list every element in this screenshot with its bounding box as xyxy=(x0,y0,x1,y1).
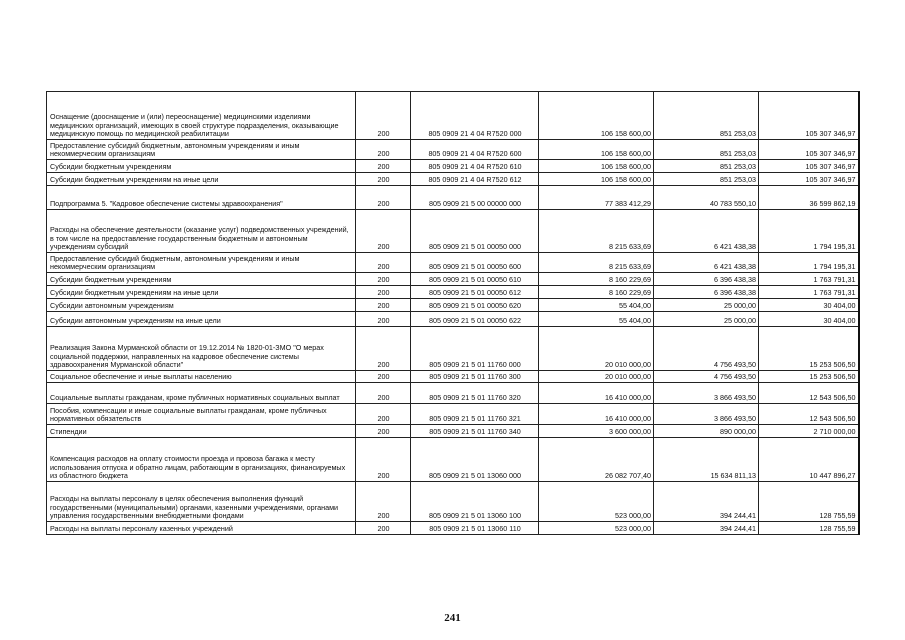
table-row xyxy=(47,425,859,438)
row-name-cell: Субсидии бюджетным учреждениям xyxy=(47,160,356,173)
row-code-cell: 200 xyxy=(356,299,411,312)
row-name-cell: Субсидии бюджетным учреждениям на иные цели xyxy=(47,286,356,299)
row-name-cell: Компенсация расходов на оплату стоимости проезда и провоза багажа к месту использования отпуска и обратно лицам, работающим в организациях, финансируемых из областного бюджета xyxy=(47,438,356,482)
row-unexecuted-amount-cell: 128 755,59 xyxy=(759,522,859,535)
row-approved-amount-cell: 8 215 633,69 xyxy=(539,210,654,253)
row-executed-amount-cell: 6 396 438,38 xyxy=(654,286,759,299)
row-approved-amount-cell: 20 010 000,00 xyxy=(539,327,654,371)
row-unexecuted-amount-cell: 128 755,59 xyxy=(759,482,859,522)
table-row xyxy=(47,438,859,482)
row-code-cell: 200 xyxy=(356,404,411,425)
row-unexecuted-amount-cell: 105 307 346,97 xyxy=(759,140,859,160)
row-kbk-cell: 805 0909 21 5 01 11760 000 xyxy=(411,327,539,371)
budget-execution-table xyxy=(46,91,860,535)
row-approved-amount-cell: 16 410 000,00 xyxy=(539,383,654,404)
table-row xyxy=(47,299,859,312)
row-code-cell: 200 xyxy=(356,482,411,522)
row-approved-amount-cell: 8 160 229,69 xyxy=(539,273,654,286)
table-row xyxy=(47,140,859,160)
row-name-cell: Расходы на выплаты персоналу в целях обеспечения выполнения функций государственными (муниципальными) органами, казенными учреждениями, органами управления государственными внебюджетными фондами xyxy=(47,482,356,522)
row-name-cell: Реализация Закона Мурманской области от 19.12.2014 № 1820-01-ЗМО "О мерах социальной поддержки, направленных на кадровое обеспечение системы здравоохранения Мурманской области" xyxy=(47,327,356,371)
row-approved-amount-cell: 106 158 600,00 xyxy=(539,160,654,173)
row-unexecuted-amount-cell: 105 307 346,97 xyxy=(759,92,859,140)
row-executed-amount-cell: 25 000,00 xyxy=(654,312,759,327)
table-row xyxy=(47,92,859,140)
row-name-cell: Оснащение (дооснащение и (или) переоснащение) медицинскими изделиями медицинских организаций, имеющих в своей структуре подразделения, оказывающие медицинскую помощь по медицинской реабилитации xyxy=(47,92,356,140)
row-kbk-cell: 805 0909 21 5 01 13060 100 xyxy=(411,482,539,522)
row-name-cell: Предоставление субсидий бюджетным, автономным учреждениям и иным некоммерческим организациям xyxy=(47,253,356,273)
row-code-cell: 200 xyxy=(356,160,411,173)
table-row xyxy=(47,186,859,210)
row-executed-amount-cell: 4 756 493,50 xyxy=(654,327,759,371)
row-unexecuted-amount-cell: 30 404,00 xyxy=(759,312,859,327)
row-kbk-cell: 805 0909 21 5 00 00000 000 xyxy=(411,186,539,210)
row-unexecuted-amount-cell: 105 307 346,97 xyxy=(759,173,859,186)
row-name-cell: Социальные выплаты гражданам, кроме публичных нормативных социальных выплат xyxy=(47,383,356,404)
row-code-cell: 200 xyxy=(356,140,411,160)
row-kbk-cell: 805 0909 21 5 01 13060 000 xyxy=(411,438,539,482)
table-body xyxy=(47,92,859,535)
row-executed-amount-cell: 851 253,03 xyxy=(654,140,759,160)
row-name-cell: Подпрограмма 5. "Кадровое обеспечение системы здравоохранения" xyxy=(47,186,356,210)
row-kbk-cell: 805 0909 21 4 04 R7520 600 xyxy=(411,140,539,160)
table-row xyxy=(47,286,859,299)
row-code-cell: 200 xyxy=(356,210,411,253)
row-code-cell: 200 xyxy=(356,273,411,286)
row-kbk-cell: 805 0909 21 5 01 13060 110 xyxy=(411,522,539,535)
row-code-cell: 200 xyxy=(356,327,411,371)
row-unexecuted-amount-cell: 15 253 506,50 xyxy=(759,371,859,383)
row-unexecuted-amount-cell: 15 253 506,50 xyxy=(759,327,859,371)
row-executed-amount-cell: 4 756 493,50 xyxy=(654,371,759,383)
row-kbk-cell: 805 0909 21 5 01 00050 610 xyxy=(411,273,539,286)
row-name-cell: Субсидии автономным учреждениям xyxy=(47,299,356,312)
table-row xyxy=(47,383,859,404)
table-row xyxy=(47,210,859,253)
row-kbk-cell: 805 0909 21 5 01 00050 612 xyxy=(411,286,539,299)
table-row xyxy=(47,173,859,186)
row-approved-amount-cell: 26 082 707,40 xyxy=(539,438,654,482)
row-approved-amount-cell: 20 010 000,00 xyxy=(539,371,654,383)
row-name-cell: Субсидии бюджетным учреждениям xyxy=(47,273,356,286)
table-row xyxy=(47,482,859,522)
row-unexecuted-amount-cell: 1 794 195,31 xyxy=(759,210,859,253)
row-unexecuted-amount-cell: 1 763 791,31 xyxy=(759,273,859,286)
row-approved-amount-cell: 16 410 000,00 xyxy=(539,404,654,425)
row-code-cell: 200 xyxy=(356,186,411,210)
row-kbk-cell: 805 0909 21 5 01 11760 300 xyxy=(411,371,539,383)
row-kbk-cell: 805 0909 21 5 01 00050 622 xyxy=(411,312,539,327)
row-approved-amount-cell: 523 000,00 xyxy=(539,522,654,535)
row-executed-amount-cell: 15 634 811,13 xyxy=(654,438,759,482)
row-name-cell: Предоставление субсидий бюджетным, автономным учреждениям и иным некоммерческим организациям xyxy=(47,140,356,160)
row-code-cell: 200 xyxy=(356,312,411,327)
row-unexecuted-amount-cell: 1 763 791,31 xyxy=(759,286,859,299)
row-executed-amount-cell: 6 396 438,38 xyxy=(654,273,759,286)
row-executed-amount-cell: 851 253,03 xyxy=(654,92,759,140)
row-kbk-cell: 805 0909 21 4 04 R7520 610 xyxy=(411,160,539,173)
row-approved-amount-cell: 55 404,00 xyxy=(539,299,654,312)
table-row xyxy=(47,160,859,173)
row-kbk-cell: 805 0909 21 5 01 11760 340 xyxy=(411,425,539,438)
row-code-cell: 200 xyxy=(356,425,411,438)
row-executed-amount-cell: 40 783 550,10 xyxy=(654,186,759,210)
row-executed-amount-cell: 394 244,41 xyxy=(654,482,759,522)
row-name-cell: Субсидии бюджетным учреждениям на иные цели xyxy=(47,173,356,186)
row-code-cell: 200 xyxy=(356,522,411,535)
row-executed-amount-cell: 3 866 493,50 xyxy=(654,383,759,404)
row-approved-amount-cell: 523 000,00 xyxy=(539,482,654,522)
row-executed-amount-cell: 394 244,41 xyxy=(654,522,759,535)
row-approved-amount-cell: 106 158 600,00 xyxy=(539,140,654,160)
row-code-cell: 200 xyxy=(356,438,411,482)
row-approved-amount-cell: 106 158 600,00 xyxy=(539,173,654,186)
row-unexecuted-amount-cell: 105 307 346,97 xyxy=(759,160,859,173)
row-name-cell: Социальное обеспечение и иные выплаты населению xyxy=(47,371,356,383)
table-row xyxy=(47,253,859,273)
row-unexecuted-amount-cell: 30 404,00 xyxy=(759,299,859,312)
row-approved-amount-cell: 55 404,00 xyxy=(539,312,654,327)
row-approved-amount-cell: 3 600 000,00 xyxy=(539,425,654,438)
row-unexecuted-amount-cell: 1 794 195,31 xyxy=(759,253,859,273)
row-kbk-cell: 805 0909 21 5 01 00050 000 xyxy=(411,210,539,253)
table-row xyxy=(47,312,859,327)
row-code-cell: 200 xyxy=(356,286,411,299)
row-kbk-cell: 805 0909 21 4 04 R7520 612 xyxy=(411,173,539,186)
row-unexecuted-amount-cell: 2 710 000,00 xyxy=(759,425,859,438)
row-kbk-cell: 805 0909 21 4 04 R7520 000 xyxy=(411,92,539,140)
row-kbk-cell: 805 0909 21 5 01 00050 620 xyxy=(411,299,539,312)
row-approved-amount-cell: 8 160 229,69 xyxy=(539,286,654,299)
row-kbk-cell: 805 0909 21 5 01 00050 600 xyxy=(411,253,539,273)
table-row xyxy=(47,404,859,425)
row-name-cell: Пособия, компенсации и иные социальные выплаты гражданам, кроме публичных нормативных обязательств xyxy=(47,404,356,425)
row-code-cell: 200 xyxy=(356,173,411,186)
page-number: 241 xyxy=(444,612,461,624)
row-unexecuted-amount-cell: 12 543 506,50 xyxy=(759,404,859,425)
row-name-cell: Расходы на обеспечение деятельности (оказание услуг) подведомственных учреждений, в том числе на предоставление государственным бюджетным и автономным учреждениям субсидий xyxy=(47,210,356,253)
row-unexecuted-amount-cell: 10 447 896,27 xyxy=(759,438,859,482)
row-unexecuted-amount-cell: 36 599 862,19 xyxy=(759,186,859,210)
table-row xyxy=(47,522,859,535)
row-approved-amount-cell: 8 215 633,69 xyxy=(539,253,654,273)
row-code-cell: 200 xyxy=(356,92,411,140)
row-name-cell: Расходы на выплаты персоналу казенных учреждений xyxy=(47,522,356,535)
row-executed-amount-cell: 25 000,00 xyxy=(654,299,759,312)
table-row xyxy=(47,327,859,371)
row-kbk-cell: 805 0909 21 5 01 11760 321 xyxy=(411,404,539,425)
row-code-cell: 200 xyxy=(356,383,411,404)
row-approved-amount-cell: 106 158 600,00 xyxy=(539,92,654,140)
row-code-cell: 200 xyxy=(356,253,411,273)
row-name-cell: Субсидии автономным учреждениям на иные цели xyxy=(47,312,356,327)
row-executed-amount-cell: 851 253,03 xyxy=(654,160,759,173)
row-executed-amount-cell: 890 000,00 xyxy=(654,425,759,438)
table-row xyxy=(47,371,859,383)
row-unexecuted-amount-cell: 12 543 506,50 xyxy=(759,383,859,404)
row-code-cell: 200 xyxy=(356,371,411,383)
row-executed-amount-cell: 3 866 493,50 xyxy=(654,404,759,425)
table-row xyxy=(47,273,859,286)
row-executed-amount-cell: 6 421 438,38 xyxy=(654,210,759,253)
row-name-cell: Стипендии xyxy=(47,425,356,438)
row-executed-amount-cell: 6 421 438,38 xyxy=(654,253,759,273)
row-executed-amount-cell: 851 253,03 xyxy=(654,173,759,186)
row-approved-amount-cell: 77 383 412,29 xyxy=(539,186,654,210)
row-kbk-cell: 805 0909 21 5 01 11760 320 xyxy=(411,383,539,404)
